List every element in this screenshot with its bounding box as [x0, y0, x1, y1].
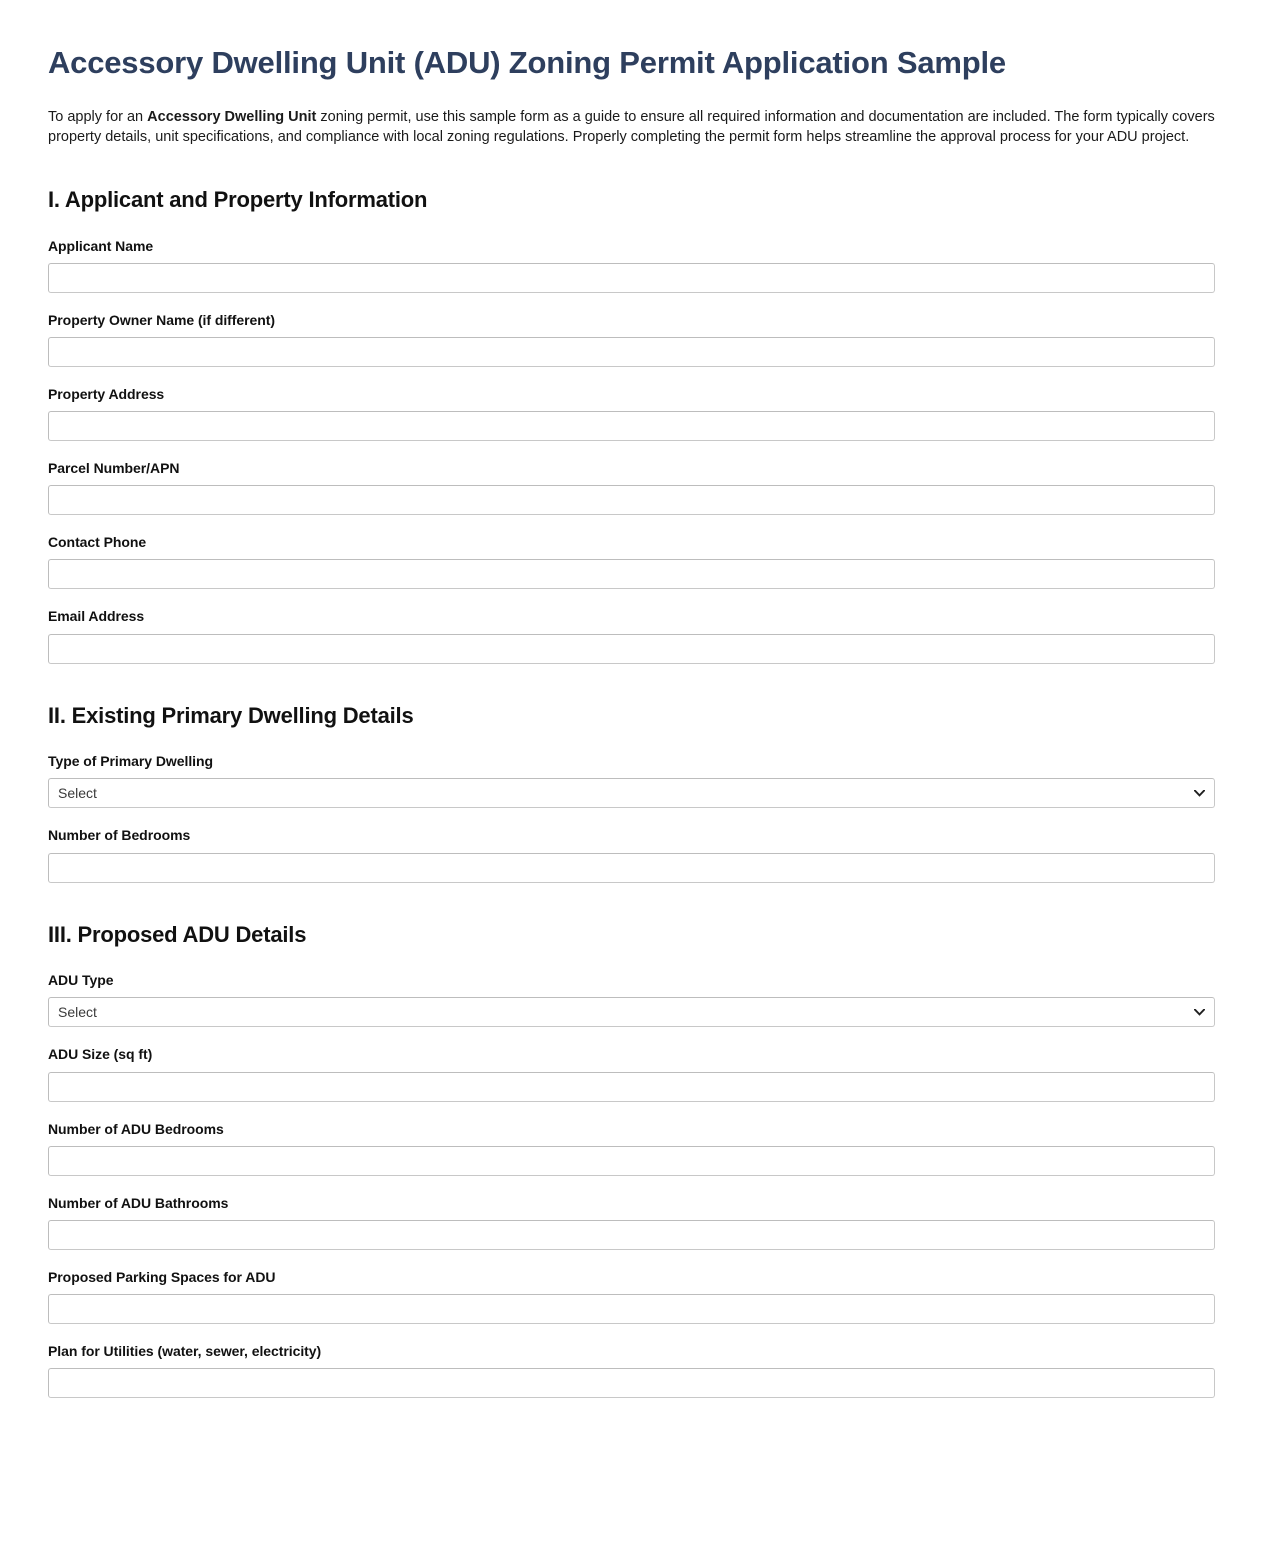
section-heading: III. Proposed ADU Details: [48, 921, 307, 947]
intro-text-bold: Accessory Dwelling Unit: [147, 108, 317, 125]
select-dropdown[interactable]: Select: [48, 997, 1215, 1027]
form-field: [48, 1194, 1215, 1250]
form-field: [48, 971, 1215, 1027]
form-field: [48, 533, 1215, 589]
form-field: [48, 1045, 1215, 1101]
field-label: Number of ADU Bedrooms: [48, 1120, 224, 1137]
page-title: Accessory Dwelling Unit (ADU) Zoning Permit Application Sample: [48, 45, 1006, 80]
form-field: [48, 752, 1215, 808]
form-sections: [48, 186, 1215, 1398]
form-field: [48, 607, 1215, 663]
section-heading: I. Applicant and Property Information: [48, 186, 428, 212]
field-label: Property Owner Name (if different): [48, 311, 276, 328]
field-label: ADU Size (sq ft): [48, 1046, 153, 1063]
text-input[interactable]: [48, 411, 1215, 441]
field-label: Type of Primary Dwelling: [48, 753, 214, 770]
form-field: [48, 1120, 1215, 1176]
text-input[interactable]: [48, 1294, 1215, 1324]
select-dropdown[interactable]: Select: [48, 778, 1215, 808]
intro-paragraph: [48, 107, 1215, 148]
form-field: [48, 311, 1215, 367]
field-label: Contact Phone: [48, 534, 147, 551]
form-field: [48, 459, 1215, 515]
select-wrapper: [48, 997, 1215, 1027]
form-field: [48, 385, 1215, 441]
intro-text-rest: zoning permit, use this sample form as a guide to ensure all required information and documentation are included. The form typically covers property details, unit specifications, and compliance with local zoning regulations. Properly completing the permit form helps streamline the approval process for your ADU project.: [48, 108, 1215, 146]
form-field: [48, 826, 1215, 882]
text-input[interactable]: [48, 1368, 1215, 1398]
field-label: ADU Type: [48, 972, 114, 989]
text-input[interactable]: [48, 1072, 1215, 1102]
text-input[interactable]: [48, 853, 1215, 883]
text-input[interactable]: [48, 337, 1215, 367]
form-field: [48, 1268, 1215, 1324]
section-heading: II. Existing Primary Dwelling Details: [48, 702, 414, 728]
text-input[interactable]: [48, 263, 1215, 293]
text-input[interactable]: [48, 559, 1215, 589]
text-input[interactable]: [48, 1146, 1215, 1176]
field-label: Email Address: [48, 608, 145, 625]
field-label: Applicant Name: [48, 237, 154, 254]
field-label: Number of ADU Bathrooms: [48, 1194, 229, 1211]
field-label: Proposed Parking Spaces for ADU: [48, 1268, 276, 1285]
field-label: Property Address: [48, 385, 165, 402]
field-label: Parcel Number/APN: [48, 460, 180, 477]
field-label: Number of Bedrooms: [48, 827, 191, 844]
text-input[interactable]: [48, 485, 1215, 515]
form-field: [48, 1342, 1215, 1398]
text-input[interactable]: [48, 1220, 1215, 1250]
select-wrapper: [48, 778, 1215, 808]
form-field: [48, 237, 1215, 293]
intro-text-lead: To apply for an: [48, 108, 148, 125]
text-input[interactable]: [48, 634, 1215, 664]
field-label: Plan for Utilities (water, sewer, electricity): [48, 1343, 322, 1360]
